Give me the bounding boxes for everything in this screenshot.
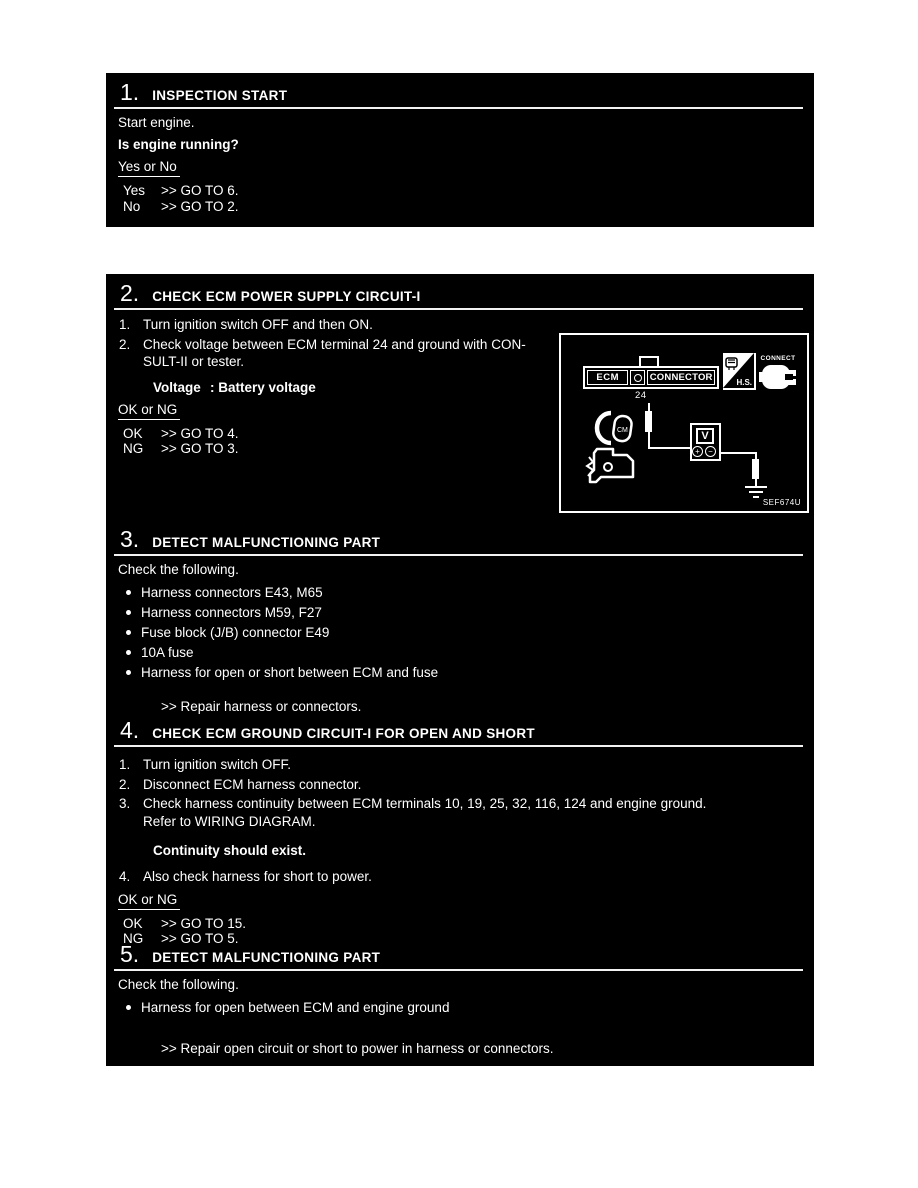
section1-heading xyxy=(106,79,814,106)
action-result: >> GO TO 2. xyxy=(161,198,239,214)
heading-rule xyxy=(114,745,803,747)
action-result: >> GO TO 15. xyxy=(161,915,247,931)
step-line: Disconnect ECM harness connector. xyxy=(143,776,362,792)
terminal-24-label: 24 xyxy=(635,390,647,401)
connect-icon xyxy=(758,355,798,397)
bullet-list xyxy=(106,583,814,683)
section-title: INSPECTION START xyxy=(152,88,288,103)
spec-value: Continuity should exist. xyxy=(153,843,307,858)
step-item xyxy=(106,868,814,886)
bullet-text: Harness connectors M59, F27 xyxy=(141,605,322,620)
step5-section xyxy=(106,935,814,1058)
voltmeter-icon xyxy=(690,423,721,461)
instruction-text: Start engine. xyxy=(118,115,195,130)
choice-label: Yes or No xyxy=(118,159,180,177)
step4-section xyxy=(106,711,814,947)
connector-label-box xyxy=(583,366,719,389)
choice-wrap xyxy=(106,158,814,177)
plus-terminal-icon: + xyxy=(692,446,703,457)
voltmeter-label: V xyxy=(696,428,714,444)
section-number: 2. xyxy=(120,280,140,306)
ground-icon xyxy=(745,486,767,488)
step-text xyxy=(143,756,814,774)
heading-rule xyxy=(114,107,803,109)
step-item xyxy=(106,756,814,774)
step-line: Refer to WIRING DIAGRAM. xyxy=(143,813,316,829)
bullet-text: Fuse block (J/B) connector E49 xyxy=(141,625,330,640)
action-label: Yes xyxy=(123,183,146,198)
action-label: NG xyxy=(123,441,144,456)
step-number: 1. xyxy=(119,757,131,772)
bullet-icon xyxy=(126,630,131,635)
bullet-item xyxy=(106,998,814,1018)
action-rows xyxy=(106,183,814,214)
wire-segment xyxy=(648,447,692,449)
bullet-text: Harness for open or short between ECM and fuse xyxy=(141,665,439,680)
result-text: >> Repair harness or connectors. xyxy=(161,699,362,714)
figure-code: SEF674U xyxy=(762,498,801,507)
engine-icon xyxy=(581,443,639,485)
ground-icon xyxy=(753,496,759,498)
terminal-pin-icon xyxy=(630,370,645,385)
hs-tool-icon xyxy=(723,353,756,390)
bullet-item xyxy=(106,643,814,663)
bullet-text: Harness for open between ECM and engine ground xyxy=(141,1000,450,1015)
bullet-text: Harness connectors E43, M65 xyxy=(141,585,323,600)
step-number: 3. xyxy=(119,796,131,811)
intro-text: Check the following. xyxy=(118,977,239,992)
section-title: CHECK ECM GROUND CIRCUIT-I FOR OPEN AND SHORT xyxy=(152,726,535,741)
bullet-icon xyxy=(126,610,131,615)
connector-label: CONNECTOR xyxy=(647,370,715,385)
bullet-item xyxy=(106,663,814,683)
action-result: >> GO TO 4. xyxy=(161,425,239,441)
section-number: 5. xyxy=(120,941,140,967)
result-text: >> Repair open circuit or short to power in harness or connectors. xyxy=(161,1041,554,1056)
action-row xyxy=(106,916,814,932)
heading-rule xyxy=(114,969,803,971)
question-text: Is engine running? xyxy=(118,137,239,152)
intro-text: Check the following. xyxy=(118,562,239,577)
bullet-icon xyxy=(126,670,131,675)
bullet-text: 10A fuse xyxy=(141,645,194,660)
step-text xyxy=(143,316,814,334)
section-number: 1. xyxy=(120,79,140,105)
step-text xyxy=(143,868,814,886)
ground-icon xyxy=(749,491,763,493)
step-text xyxy=(143,776,814,794)
bullet-item xyxy=(106,623,814,643)
section5-heading xyxy=(106,941,814,968)
step-text xyxy=(143,795,814,830)
bullet-item xyxy=(106,583,814,603)
wiring-check-figure xyxy=(559,333,809,513)
section2-heading xyxy=(106,280,814,307)
action-label: NG xyxy=(123,931,144,946)
step1-panel xyxy=(106,73,814,227)
heading-rule xyxy=(114,308,803,310)
action-result: >> GO TO 5. xyxy=(161,931,239,946)
ecm-label: ECM xyxy=(587,370,628,385)
choice-label: OK or NG xyxy=(118,402,180,420)
minus-terminal-icon: − xyxy=(705,446,716,457)
step-number: 2. xyxy=(119,336,131,352)
step-item xyxy=(106,316,814,334)
spec-value: : Battery voltage xyxy=(210,379,316,395)
test-probe-icon xyxy=(752,459,759,479)
bullet-icon xyxy=(126,590,131,595)
svg-text:CM: CM xyxy=(617,427,628,434)
action-label: OK xyxy=(123,915,143,931)
step-line: SULT-II or tester. xyxy=(143,354,245,369)
section3-heading xyxy=(106,526,814,553)
section-title: DETECT MALFUNCTIONING PART xyxy=(152,950,381,965)
bullet-icon xyxy=(126,650,131,655)
spec-label: Voltage xyxy=(153,379,201,395)
action-label: No xyxy=(123,198,141,214)
choice-wrap xyxy=(106,891,814,910)
section-number: 3. xyxy=(120,526,140,552)
bullet-list xyxy=(106,998,814,1018)
section-title: DETECT MALFUNCTIONING PART xyxy=(152,535,381,550)
test-probe-icon xyxy=(645,411,652,432)
continuity-spec xyxy=(153,842,814,859)
bullet-item xyxy=(106,603,814,623)
step3-section xyxy=(106,520,814,716)
steps2-5-panel xyxy=(106,274,814,1066)
svg-text:H.S.: H.S. xyxy=(736,378,752,387)
action-row xyxy=(106,183,814,199)
section4-heading xyxy=(106,717,814,744)
step-line: Check harness continuity between ECM terminals 10, 19, 25, 32, 116, 124 and engine ground. xyxy=(143,796,707,811)
step-number: 1. xyxy=(119,317,131,332)
step-list xyxy=(106,868,814,886)
step-item xyxy=(106,776,814,794)
step-line: Also check harness for short to power. xyxy=(143,869,372,884)
step-line: Check voltage between ECM terminal 24 and ground with CON- xyxy=(143,336,526,352)
connector-plug-icon xyxy=(759,362,797,392)
section-number: 4. xyxy=(120,717,140,743)
bullet-icon xyxy=(126,1005,131,1010)
step-item xyxy=(106,795,814,830)
action-result: >> GO TO 3. xyxy=(161,441,239,456)
choice-label: OK or NG xyxy=(118,892,180,910)
step-number: 2. xyxy=(119,776,131,792)
action-result: >> GO TO 6. xyxy=(161,183,239,198)
heading-rule xyxy=(114,554,803,556)
step-line: Turn ignition switch OFF and then ON. xyxy=(143,317,373,332)
wire-segment xyxy=(721,452,757,454)
section-title: CHECK ECM POWER SUPPLY CIRCUIT-I xyxy=(152,289,421,304)
action-label: OK xyxy=(123,425,143,441)
action-row xyxy=(106,199,814,215)
step-number: 4. xyxy=(119,869,131,884)
connect-label: CONNECT xyxy=(760,355,796,362)
step-line: Turn ignition switch OFF. xyxy=(143,757,292,772)
step-list xyxy=(106,756,814,830)
